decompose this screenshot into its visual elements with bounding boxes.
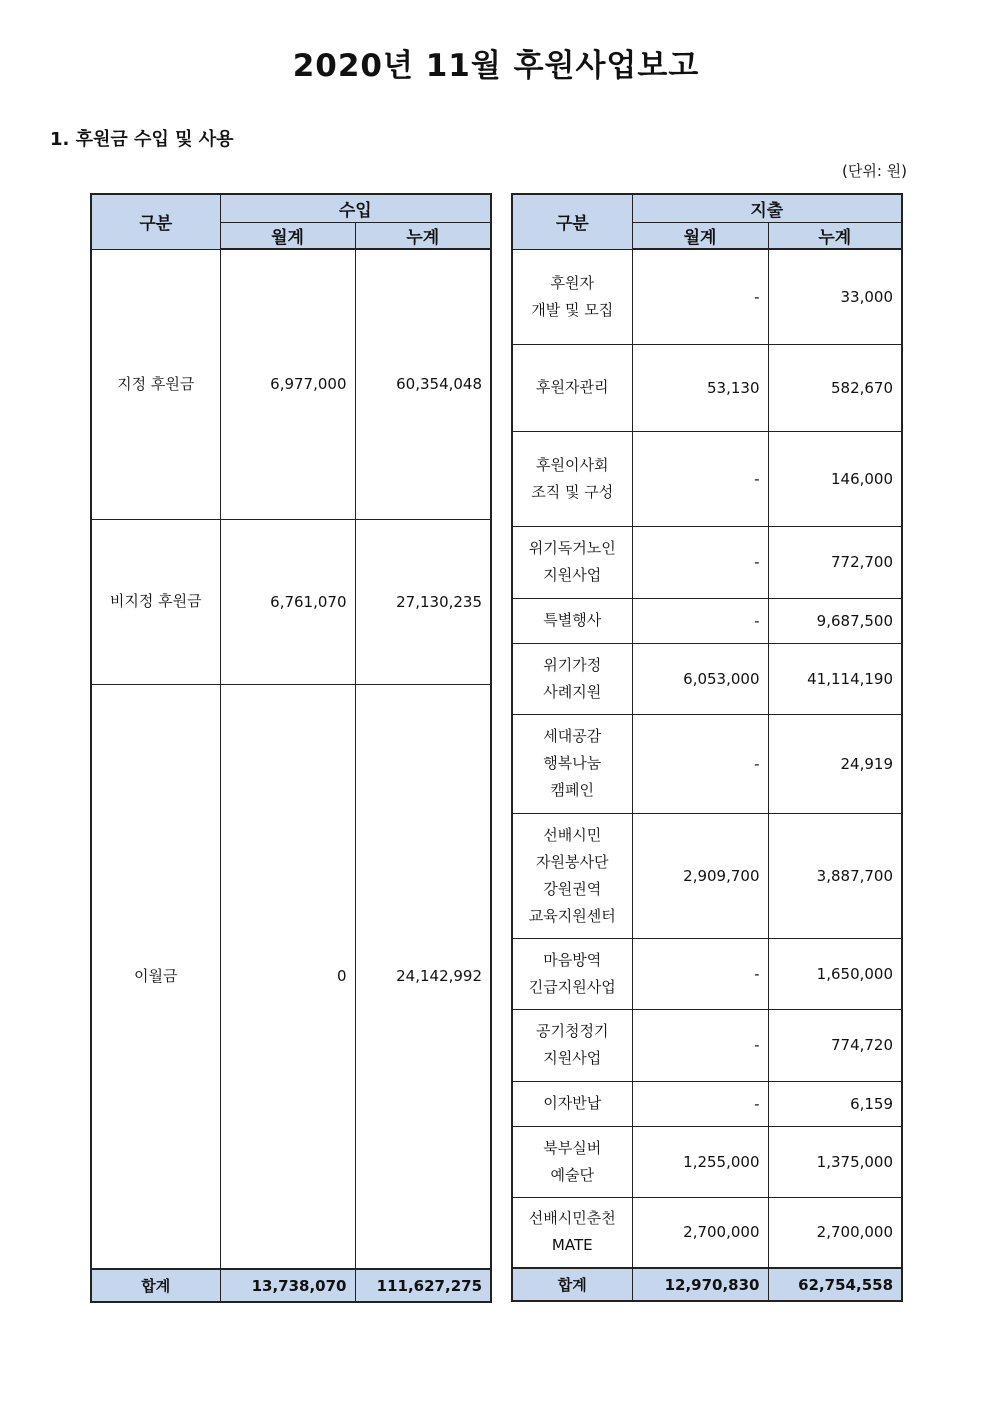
expense-category-line: 조직 및 구성	[531, 482, 614, 501]
total-row	[512, 1268, 902, 1301]
income-total-monthly: 13,738,070	[220, 1269, 355, 1302]
unit-note: (단위: 원)	[842, 162, 907, 180]
section-heading: 1. 후원금 수입 및 사용	[50, 129, 234, 150]
income-category: 지정 후원금	[91, 249, 220, 519]
expense-cumulative: 2,700,000	[768, 1197, 902, 1268]
expense-cumulative: 146,000	[768, 431, 902, 526]
income-header-group: 수입	[220, 194, 491, 222]
expense-monthly: -	[632, 1009, 768, 1081]
expense-category-line: 후원이사회	[536, 455, 609, 474]
expense-category-line: 선배시민춘천	[528, 1209, 616, 1228]
table-row	[512, 1081, 902, 1126]
expense-category-line: 캠페인	[550, 781, 594, 799]
expense-cumulative: 772,700	[768, 526, 902, 598]
expense-category	[512, 1081, 632, 1126]
expense-header-category: 구분	[512, 194, 632, 249]
expense-category-line: 후원자	[550, 273, 594, 292]
expense-header-cumulative: 누계	[768, 222, 902, 249]
expense-category-line: 행복나눔	[543, 754, 602, 772]
expense-category	[512, 598, 632, 643]
income-category: 이월금	[91, 684, 220, 1269]
expense-total-monthly: 12,970,830	[632, 1268, 768, 1301]
expense-category	[512, 431, 632, 526]
table-row	[512, 813, 902, 938]
income-monthly: 6,977,000	[220, 249, 355, 519]
expense-total-label: 합계	[512, 1268, 632, 1301]
expense-category-line: 예술단	[550, 1165, 594, 1184]
expense-monthly: 1,255,000	[632, 1126, 768, 1197]
income-monthly: 6,761,070	[220, 519, 355, 684]
expense-monthly: 6,053,000	[632, 643, 768, 714]
expense-monthly: -	[632, 526, 768, 598]
expense-category-line: 자원봉사단	[536, 852, 609, 871]
income-table	[90, 193, 492, 1303]
expense-category-line: 위기가정	[543, 655, 602, 674]
income-category: 비지정 후원금	[91, 519, 220, 684]
expense-category-line: 후원자관리	[536, 378, 609, 396]
expense-category-line: 지원사업	[543, 566, 602, 584]
expense-cumulative: 33,000	[768, 249, 902, 344]
expense-category-line: 강원권역	[543, 879, 602, 898]
expense-cumulative: 24,919	[768, 714, 902, 813]
income-header-category: 구분	[91, 194, 220, 249]
table-row	[512, 643, 902, 714]
income-header-cumulative: 누계	[355, 222, 491, 249]
table-row	[512, 526, 902, 598]
expense-monthly: -	[632, 249, 768, 344]
expense-category-line: 특별행사	[543, 611, 602, 629]
expense-header-monthly: 월계	[632, 222, 768, 249]
expense-category-line: 세대공감	[543, 727, 602, 745]
income-cumulative: 60,354,048	[355, 249, 491, 519]
expense-category-line: 교육지원센터	[528, 906, 616, 925]
expense-category	[512, 249, 632, 344]
expense-cumulative: 774,720	[768, 1009, 902, 1081]
expense-category-line: 공기청정기	[536, 1022, 609, 1040]
expense-category-line: 지원사업	[543, 1049, 602, 1067]
expense-monthly: 2,909,700	[632, 813, 768, 938]
income-cumulative: 24,142,992	[355, 684, 491, 1269]
expense-monthly: -	[632, 938, 768, 1009]
income-cumulative: 27,130,235	[355, 519, 491, 684]
expense-category	[512, 1197, 632, 1268]
expense-total-cumulative: 62,754,558	[768, 1268, 902, 1301]
expense-category	[512, 344, 632, 431]
income-total-label: 합계	[91, 1269, 220, 1302]
expense-monthly: -	[632, 1081, 768, 1126]
expense-cumulative: 9,687,500	[768, 598, 902, 643]
expense-category-line: 개발 및 모집	[531, 300, 614, 319]
expense-monthly: -	[632, 431, 768, 526]
table-row	[512, 249, 902, 344]
expense-category-line: 사례지원	[543, 682, 602, 701]
expense-category	[512, 714, 632, 813]
table-row	[91, 684, 491, 1269]
expense-monthly: 2,700,000	[632, 1197, 768, 1268]
table-row	[512, 1009, 902, 1081]
table-row	[512, 938, 902, 1009]
income-header-monthly: 월계	[220, 222, 355, 249]
expense-cumulative: 41,114,190	[768, 643, 902, 714]
expense-category-line: 북부실버	[543, 1138, 602, 1157]
expense-cumulative: 6,159	[768, 1081, 902, 1126]
expense-category	[512, 526, 632, 598]
table-row	[512, 344, 902, 431]
table-row	[512, 431, 902, 526]
table-row	[512, 1197, 902, 1268]
income-total-cumulative: 111,627,275	[355, 1269, 491, 1302]
expense-category	[512, 1009, 632, 1081]
expense-category	[512, 643, 632, 714]
table-row	[91, 249, 491, 519]
income-monthly: 0	[220, 684, 355, 1269]
expense-table	[511, 193, 903, 1302]
expense-monthly: 53,130	[632, 344, 768, 431]
expense-category	[512, 938, 632, 1009]
expense-cumulative: 1,650,000	[768, 938, 902, 1009]
expense-cumulative: 582,670	[768, 344, 902, 431]
expense-category-line: 긴급지원사업	[528, 977, 616, 996]
expense-category-line: 이자반납	[543, 1094, 602, 1112]
report-title: 2020년 11월 후원사업보고	[292, 48, 700, 84]
expense-category	[512, 1126, 632, 1197]
expense-category-line: 선배시민	[543, 825, 602, 844]
expense-monthly: -	[632, 598, 768, 643]
total-row	[91, 1269, 491, 1302]
table-row	[512, 1126, 902, 1197]
expense-category-line: 마음방역	[543, 950, 602, 969]
expense-category	[512, 813, 632, 938]
expense-monthly: -	[632, 714, 768, 813]
table-row	[512, 598, 902, 643]
expense-cumulative: 3,887,700	[768, 813, 902, 938]
expense-category-line: 위기독거노인	[528, 539, 616, 557]
expense-category-line: MATE	[551, 1236, 593, 1255]
expense-cumulative: 1,375,000	[768, 1126, 902, 1197]
table-row	[512, 714, 902, 813]
table-row	[91, 519, 491, 684]
expense-header-group: 지출	[632, 194, 902, 222]
